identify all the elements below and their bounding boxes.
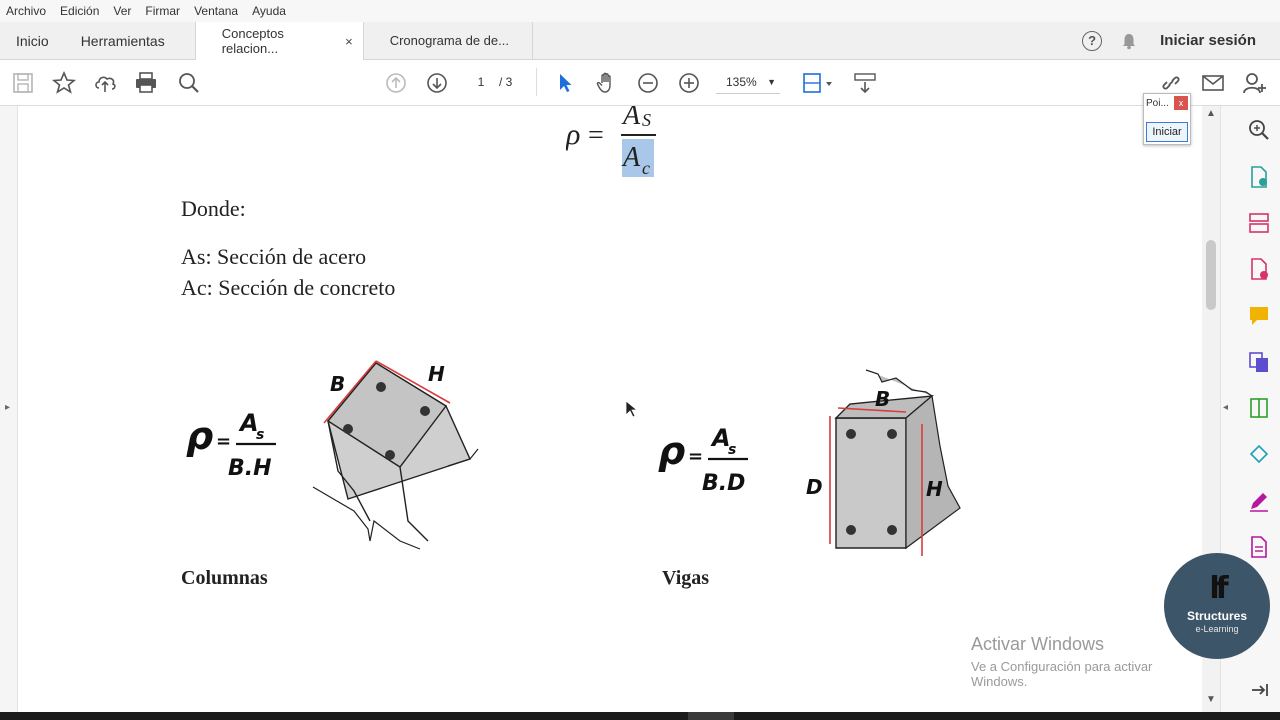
left-panel-rail[interactable] xyxy=(0,106,18,712)
taskbar xyxy=(0,712,1280,720)
document-page xyxy=(18,106,1202,712)
collapse-right-panel-icon[interactable]: ◂ xyxy=(1223,402,1229,413)
scroll-down-icon[interactable]: ▼ xyxy=(1206,694,1216,705)
beam-side-face xyxy=(906,396,960,548)
comment-icon[interactable] xyxy=(1247,304,1271,328)
beam-sketch xyxy=(650,366,970,556)
zoom-tool-icon[interactable] xyxy=(1247,118,1271,142)
density-formula xyxy=(566,106,686,186)
tab-inicio[interactable]: Inicio xyxy=(16,32,49,49)
upload-icon[interactable] xyxy=(92,70,118,96)
bell-icon[interactable] xyxy=(1120,32,1138,50)
menu-firmar[interactable]: Firmar xyxy=(145,4,181,18)
activation-watermark-title: Activar Windows xyxy=(971,634,1105,654)
tab-herramientas[interactable]: Herramientas xyxy=(80,32,165,49)
activation-watermark-subtitle: Ve a Configuración para activar Windows. xyxy=(971,659,1153,689)
menu-edicion[interactable]: Edición xyxy=(60,4,100,18)
menu-ayuda[interactable]: Ayuda xyxy=(252,4,286,18)
tab-document-active[interactable] xyxy=(195,22,363,60)
create-pdf-icon[interactable] xyxy=(1247,257,1271,281)
prev-page-icon[interactable] xyxy=(383,70,409,96)
toolbar xyxy=(0,60,1280,106)
formula-denominator-sub: c xyxy=(642,158,650,178)
scroll-mode-icon[interactable] xyxy=(852,70,878,96)
formula-rho: ρ xyxy=(566,118,581,151)
beam-formula-rho: ρ xyxy=(658,429,686,473)
popup-title: Poi... xyxy=(1146,98,1169,109)
column-formula-rho: ρ xyxy=(186,414,214,458)
beam-formula-numerator-sub: s xyxy=(728,442,737,458)
column-sketch xyxy=(178,351,498,561)
zoom-out-icon[interactable] xyxy=(635,70,661,96)
column-formula-equals: = xyxy=(216,431,232,452)
edit-pdf-icon[interactable] xyxy=(1247,396,1271,420)
menu-ventana[interactable]: Ventana xyxy=(194,4,239,18)
tab-document-active-label: Conceptos relacion... xyxy=(221,26,284,56)
export-pdf-icon[interactable] xyxy=(1247,165,1271,189)
tab-bar xyxy=(0,22,1280,60)
beam-formula-numerator: A xyxy=(712,424,731,452)
fit-page-icon[interactable] xyxy=(800,70,836,96)
next-page-icon[interactable] xyxy=(424,70,450,96)
toolbar-separator xyxy=(536,68,537,96)
beam-formula-equals: = xyxy=(688,446,704,467)
beam-label-d: D xyxy=(806,475,823,499)
logo-name: Structures xyxy=(1186,609,1248,623)
menu-bar xyxy=(0,0,1280,22)
chevron-down-icon: ▼ xyxy=(767,77,776,87)
fill-sign-icon[interactable] xyxy=(1247,489,1271,513)
combine-files-icon[interactable] xyxy=(1247,350,1271,374)
user-add-icon[interactable] xyxy=(1241,70,1267,96)
tab-document-other[interactable] xyxy=(363,22,533,59)
expand-panel-icon[interactable] xyxy=(1247,678,1271,702)
compress-pdf-icon[interactable] xyxy=(1247,442,1271,466)
popup-start-button[interactable]: Iniciar xyxy=(1146,122,1188,142)
zoom-value: 135% xyxy=(726,75,757,89)
page-number-input[interactable]: 1 xyxy=(477,75,485,89)
structures-logo xyxy=(1164,553,1270,659)
logo-mark: lf xyxy=(1209,571,1225,606)
formula-numerator-sub: S xyxy=(642,110,651,130)
column-formula-numerator-sub: s xyxy=(256,427,265,443)
beam-label-b: B xyxy=(875,387,891,411)
mail-icon[interactable] xyxy=(1200,70,1226,96)
more-tools-icon[interactable] xyxy=(1247,535,1271,559)
beam-label-h: H xyxy=(926,477,943,501)
tab-document-other-label: Cronograma de de... xyxy=(389,33,509,48)
column-formula-numerator: A xyxy=(240,409,259,437)
scrollbar-thumb[interactable] xyxy=(1206,240,1216,310)
definition-ac: Ac: Sección de concreto xyxy=(181,275,396,300)
tab-close-icon[interactable]: × xyxy=(345,33,353,49)
organize-pages-icon[interactable] xyxy=(1247,211,1271,235)
column-formula-denominator: B.H xyxy=(228,456,272,481)
column-label-b: B xyxy=(330,372,346,396)
print-icon[interactable] xyxy=(133,70,159,96)
select-cursor-icon[interactable] xyxy=(552,70,578,96)
zoom-select[interactable] xyxy=(716,70,780,94)
column-label-h: H xyxy=(428,362,445,386)
help-icon[interactable]: ? xyxy=(1082,31,1102,51)
hand-icon[interactable] xyxy=(594,70,620,96)
menu-ver[interactable]: Ver xyxy=(113,4,132,18)
zoom-search-icon[interactable] xyxy=(176,70,202,96)
formula-denominator: A xyxy=(623,142,641,173)
signin-button[interactable]: Iniciar sesión xyxy=(1160,32,1256,49)
tabbar-right xyxy=(1082,22,1280,59)
caption-columnas: Columnas xyxy=(181,567,268,589)
save-icon[interactable] xyxy=(10,70,36,96)
popup-close-icon[interactable]: x xyxy=(1174,96,1188,110)
zoom-in-icon[interactable] xyxy=(676,70,702,96)
star-icon[interactable] xyxy=(51,70,77,96)
floating-popup xyxy=(1143,93,1191,145)
formula-numerator: A xyxy=(623,106,641,131)
formula-equals: = xyxy=(588,120,604,151)
definition-as: As: Sección de acero xyxy=(181,244,367,269)
beam-formula-denominator: B.D xyxy=(702,471,746,496)
page-total: / 3 xyxy=(499,75,513,89)
donde-label: Donde: xyxy=(181,196,246,221)
menu-archivo[interactable]: Archivo xyxy=(6,4,47,18)
logo-subtitle: e-Learning xyxy=(1195,624,1239,634)
mouse-cursor-icon xyxy=(625,400,639,420)
expand-left-panel-icon[interactable]: ▸ xyxy=(5,402,11,413)
taskbar-active-item[interactable] xyxy=(688,712,734,720)
scroll-up-icon[interactable]: ▲ xyxy=(1206,108,1216,119)
caption-vigas: Vigas xyxy=(662,567,710,589)
